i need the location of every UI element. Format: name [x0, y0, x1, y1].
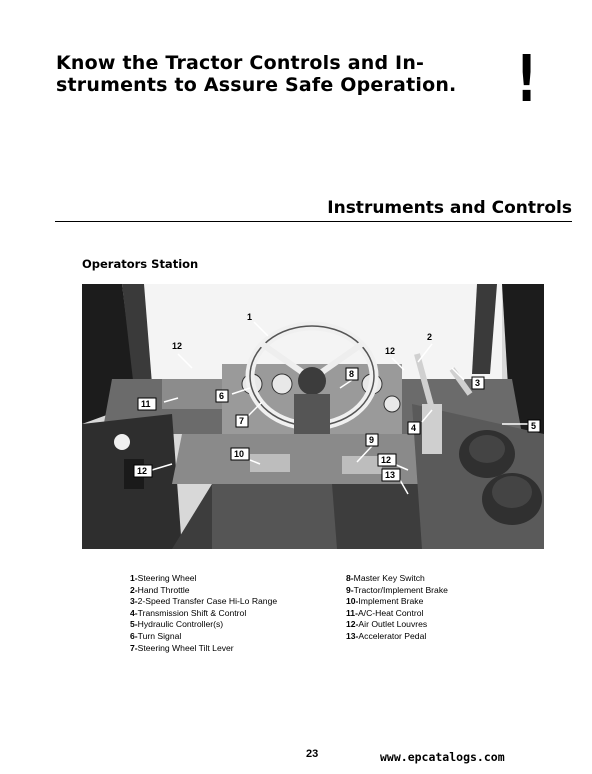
- callout-7-box: [236, 415, 248, 427]
- callout-1: 1: [247, 312, 253, 322]
- legend-item: 11-A/C-Heat Control: [346, 607, 424, 618]
- callout-10: 10: [234, 449, 245, 459]
- callout-11: 11: [141, 399, 151, 409]
- watermark-url: www.epcatalogs.com: [380, 750, 505, 764]
- legend-item: 9-Tractor/Implement Brake: [346, 584, 448, 595]
- callout-6: 6: [219, 391, 225, 401]
- legend-item: 4-Transmission Shift & Control: [130, 607, 247, 618]
- callout-3-box: [472, 377, 484, 389]
- legend-item: 8-Master Key Switch: [346, 573, 425, 583]
- callout-13-box: [382, 469, 400, 481]
- legend-item: 6-Turn Signal: [130, 630, 182, 641]
- section-divider: [55, 221, 572, 222]
- operators-station-photo: [82, 284, 544, 549]
- callout-2: 2: [427, 332, 433, 342]
- callout-6-box: [216, 390, 228, 402]
- legend-item: 12-Air Outlet Louvres: [346, 619, 428, 630]
- callout-3: 3: [475, 378, 481, 388]
- subheading: Operators Station: [82, 257, 199, 271]
- title-line-1: Know the Tractor Controls and In-: [56, 52, 425, 74]
- callout-4-box: [408, 422, 420, 434]
- callout-5-box: [528, 420, 540, 432]
- callout-12-top-right: 12: [385, 346, 396, 356]
- callout-12-right-box: [378, 454, 396, 466]
- callout-12-left-box: [134, 465, 152, 477]
- title-line-2: struments to Assure Safe Operation.: [56, 74, 457, 96]
- callout-9-box: [366, 434, 378, 446]
- legend-item: 5-Hydraulic Controller(s): [130, 619, 224, 630]
- callout-12-left: 12: [137, 466, 148, 476]
- callout-9: 9: [369, 435, 375, 445]
- page-title: [56, 52, 457, 96]
- legend-item: 3-2-Speed Transfer Case Hi-Lo Range: [130, 596, 278, 607]
- warning-exclamation-icon: !: [516, 43, 537, 117]
- legend-item: 7-Steering Wheel Tilt Lever: [130, 642, 234, 653]
- callout-4: 4: [411, 423, 417, 433]
- legend-item: 2-Hand Throttle: [130, 584, 190, 595]
- callout-10-box: [231, 448, 249, 460]
- callout-12-right: 12: [381, 455, 392, 465]
- legend-item: 10-Implement Brake: [346, 596, 424, 607]
- legend-item: 13-Accelerator Pedal: [346, 630, 427, 641]
- callout-8: 8: [349, 369, 355, 379]
- legend-right-column: [346, 573, 448, 643]
- callout-11-box: [138, 398, 156, 410]
- callout-13: 13: [385, 470, 396, 480]
- callout-7: 7: [239, 416, 245, 426]
- legend-left-column: [130, 573, 277, 654]
- callout-8-box: [346, 368, 358, 380]
- callout-5: 5: [531, 421, 537, 431]
- cab-illustration: [82, 284, 544, 549]
- legend-item: 1-Steering Wheel: [130, 573, 197, 583]
- section-heading: Instruments and Controls: [327, 198, 572, 218]
- callout-12-top-left: 12: [172, 341, 183, 351]
- page-number: 23: [306, 748, 319, 760]
